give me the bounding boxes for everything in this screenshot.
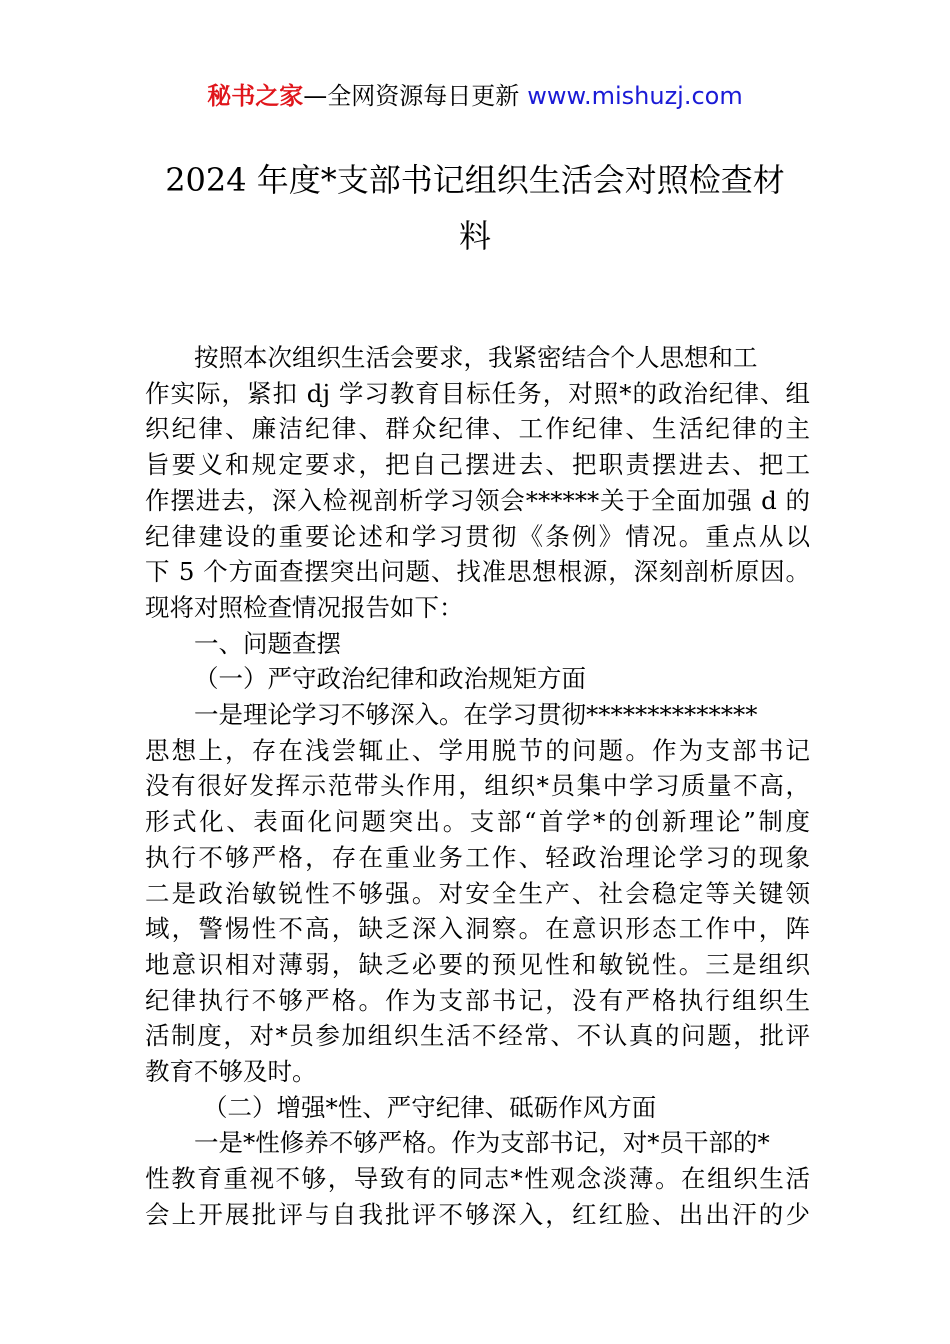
body-line: 旨要义和规定要求，把自己摆进去、把职责摆进去、把工 — [145, 450, 810, 480]
document-title — [130, 152, 820, 264]
body-line: 地意识相对薄弱，缺乏必要的预见性和敏锐性。三是组织 — [145, 949, 810, 979]
site-header — [0, 80, 950, 112]
document-body — [145, 340, 810, 1233]
subsection-heading: （一）严守政治纪律和政治规矩方面 — [194, 664, 586, 694]
body-line: 教育不够及时。 — [145, 1057, 317, 1087]
body-line: 织纪律、廉洁纪律、群众纪律、工作纪律、生活纪律的主 — [145, 414, 810, 444]
section-heading: 一、问题查摆 — [194, 628, 341, 658]
body-line: 活制度，对*员参加组织生活不经常、不认真的问题，批评 — [145, 1021, 810, 1051]
body-line: 一是理论学习不够深入。在学习贯彻************** — [194, 700, 758, 730]
body-line: 按照本次组织生活会要求，我紧密结合个人思想和工 — [194, 343, 758, 372]
body-line: 性教育重视不够，导致有的同志*性观念淡薄。在组织生活 — [145, 1164, 810, 1194]
body-line: 会上开展批评与自我批评不够深入，红红脸、出出汗的少 — [145, 1199, 810, 1229]
body-line: 域，警惕性不高，缺乏深入洞察。在意识形态工作中，阵 — [145, 914, 810, 944]
body-line: 现将对照检查情况报告如下： — [145, 592, 464, 622]
body-line: 下 5 个方面查摆突出问题、找准思想根源，深刻剖析原因。 — [145, 557, 810, 587]
body-line: 思想上，存在浅尝辄止、学用脱节的问题。作为支部书记 — [145, 735, 810, 765]
site-url-link[interactable]: www.mishuzj.com — [527, 82, 743, 110]
site-brand: 秘书之家 — [207, 82, 304, 110]
site-tagline: —全网资源每日更新 — [303, 82, 520, 110]
body-line: 作实际，紧扣 dj 学习教育目标任务，对照*的政治纪律、组 — [145, 378, 810, 408]
body-line: 执行不够严格，存在重业务工作、轻政治理论学习的现象 — [145, 842, 810, 872]
body-line: 纪律执行不够严格。作为支部书记，没有严格执行组织生 — [145, 985, 810, 1015]
title-line: 料 — [458, 217, 491, 255]
subsection-heading: （二）增强*性、严守纪律、砥砺作风方面 — [203, 1092, 657, 1122]
title-line: 2024 年度*支部书记组织生活会对照检查材 — [165, 161, 785, 199]
body-line: 作摆进去，深入检视剖析学习领会******关于全面加强 d 的 — [145, 485, 810, 515]
body-line: 没有很好发挥示范带头作用，组织*员集中学习质量不高， — [145, 771, 810, 801]
body-line: 纪律建设的重要论述和学习贯彻《条例》情况。重点从以 — [145, 521, 810, 551]
body-line: 形式化、表面化问题突出。支部“首学*的创新理论”制度 — [145, 807, 810, 837]
body-line: 一是*性修养不够严格。作为支部书记，对*员干部的* — [194, 1128, 770, 1158]
body-line: 二是政治敏锐性不够强。对安全生产、社会稳定等关键领 — [145, 878, 810, 908]
